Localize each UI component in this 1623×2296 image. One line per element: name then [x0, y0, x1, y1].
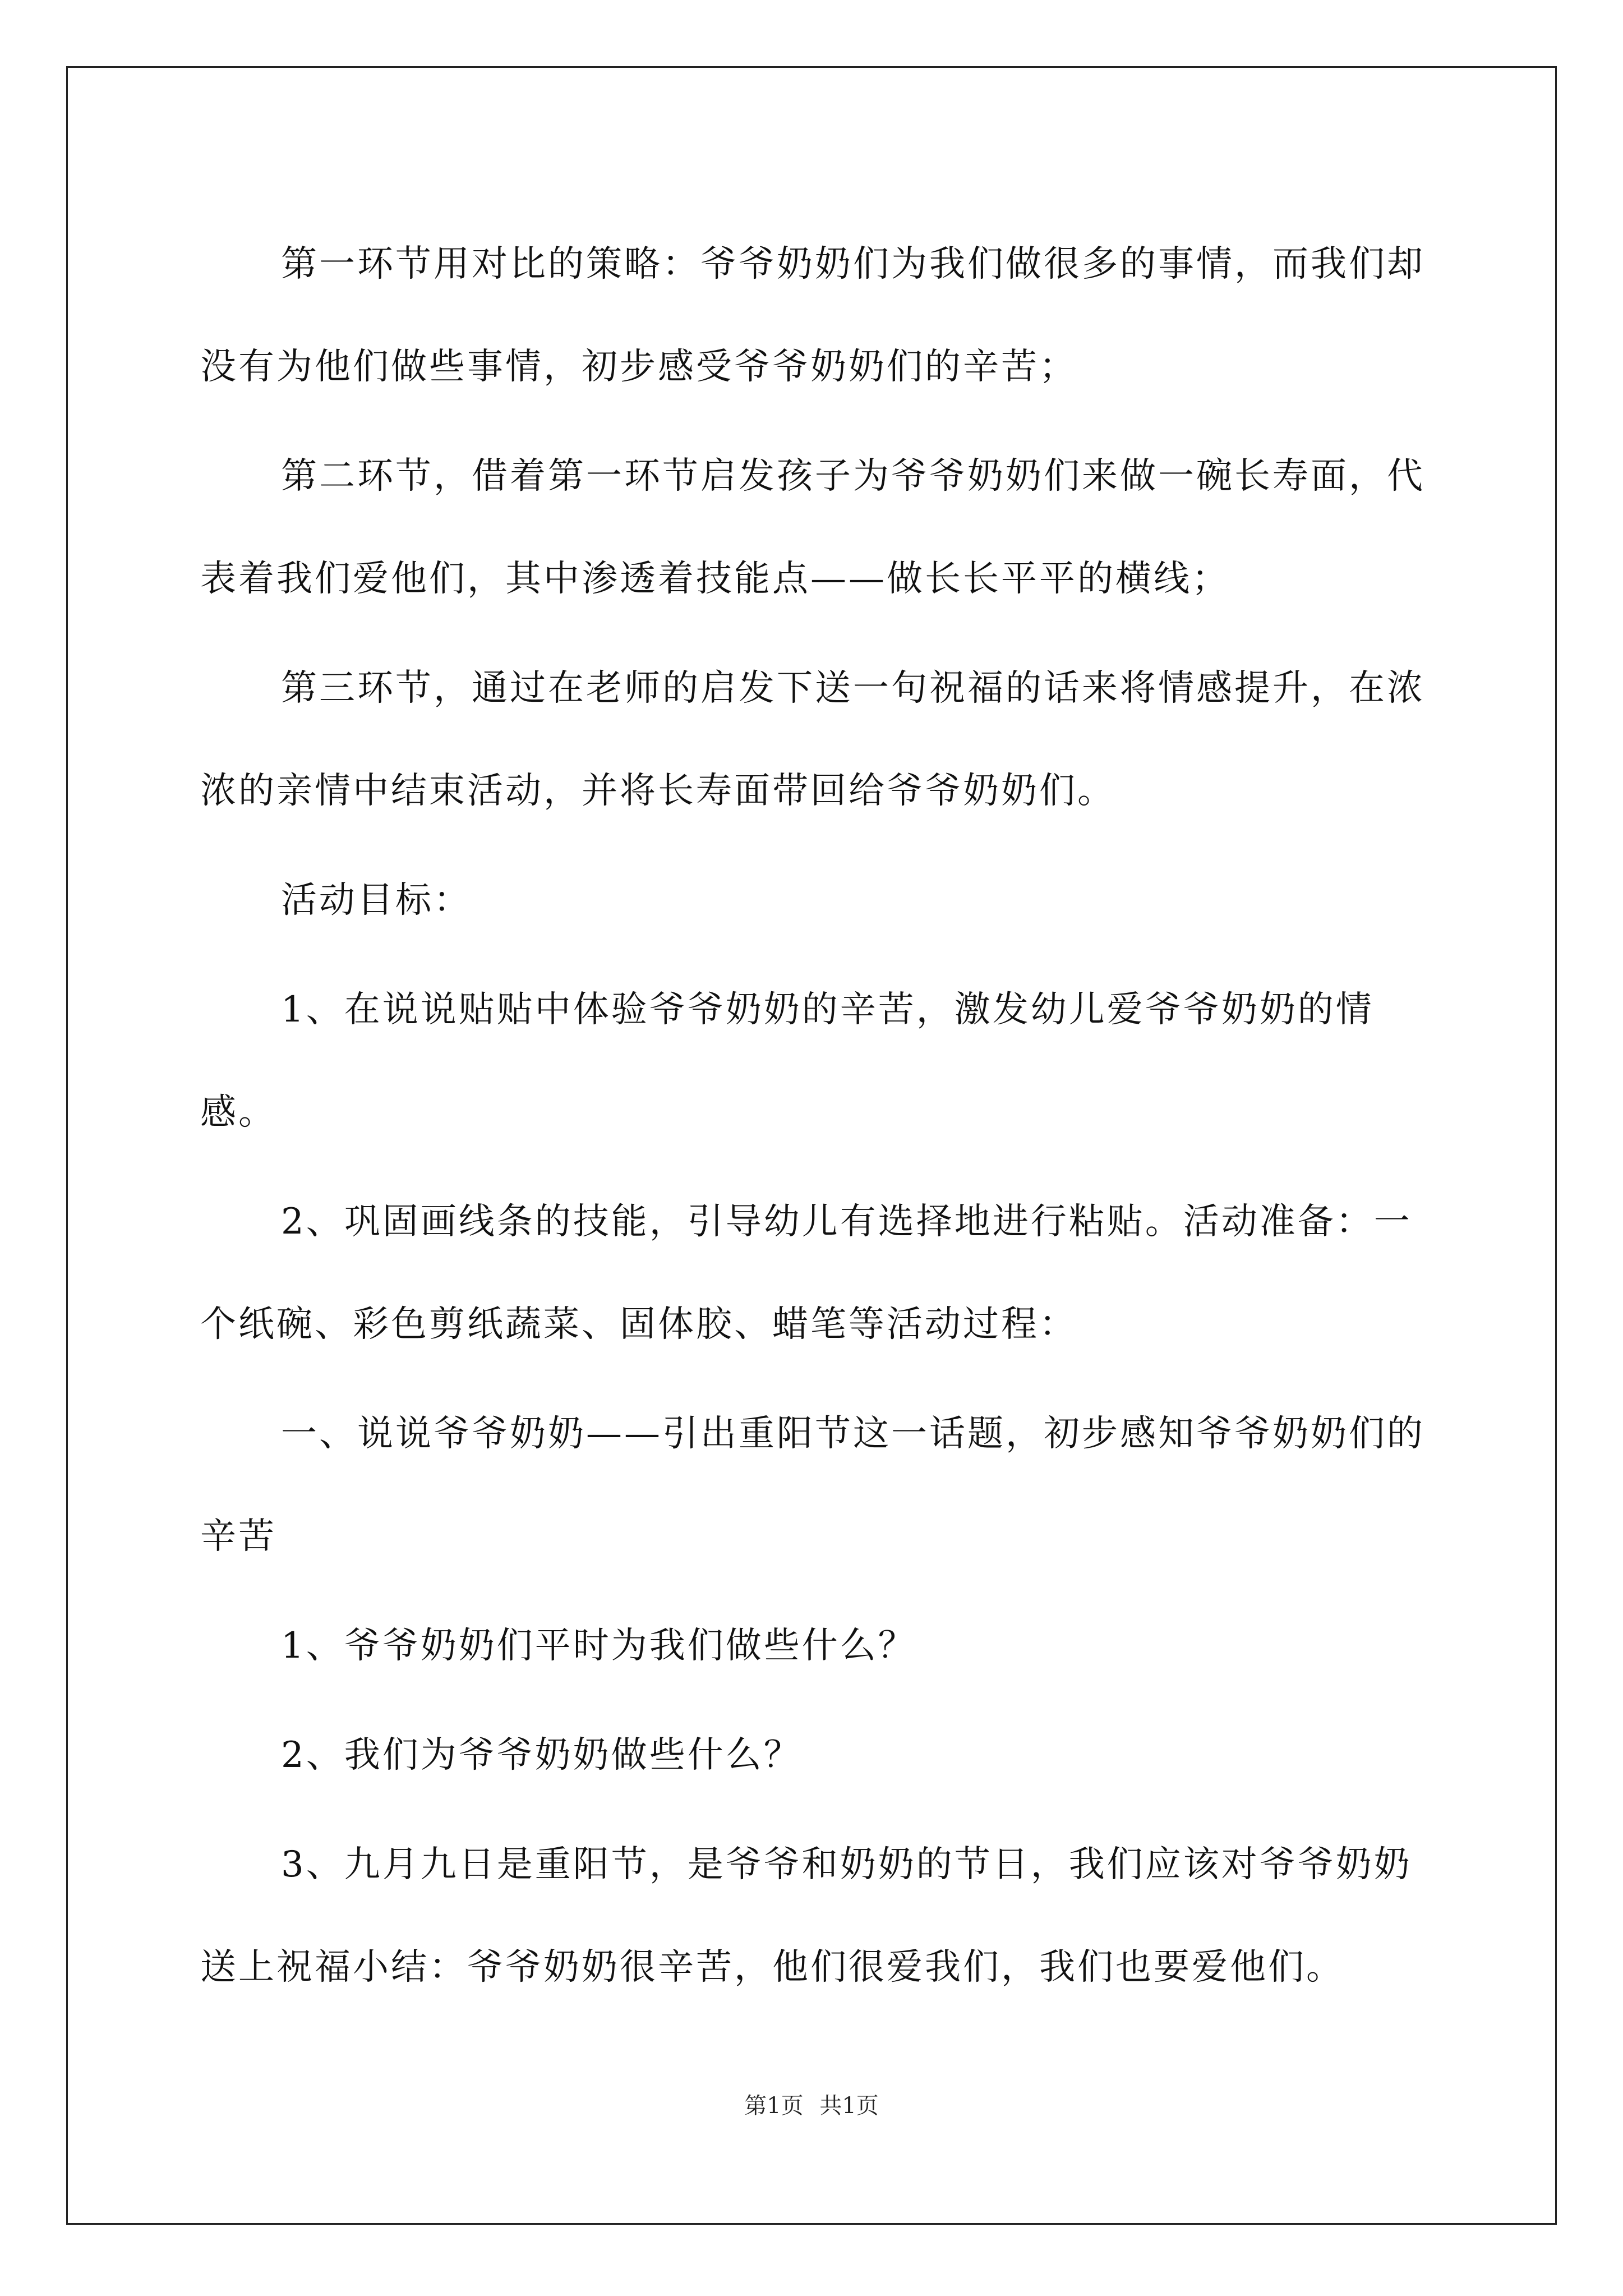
paragraph: 1、在说说贴贴中体验爷爷奶奶的辛苦，激发幼儿爱爷爷奶奶的情感。 — [200, 989, 1374, 1133]
document-body — [200, 213, 1428, 2026]
page-total: 共1页 — [819, 2093, 879, 2119]
paragraph: 2、我们为爷爷奶奶做些什么？ — [281, 1734, 802, 1776]
paragraph: 3、九月九日是重阳节，是爷爷和奶奶的节日，我们应该对爷爷奶奶送上祝福小结：爷爷奶奶很辛苦，他们很爱我们，我们也要爱他们。 — [200, 1844, 1412, 1988]
page-number: 第1页 — [744, 2093, 804, 2119]
paragraph: 第一环节用对比的策略：爷爷奶奶们为我们做很多的事情，而我们却没有为他们做些事情，初步感受爷爷奶奶们的辛苦； — [200, 243, 1425, 388]
paragraph: 第三环节，通过在老师的启发下送一句祝福的话来将情感提升，在浓浓的亲情中结束活动，并将长寿面带回给爷爷奶奶们。 — [200, 668, 1425, 812]
page-footer — [0, 2090, 1623, 2122]
section-heading: 活动目标： — [281, 880, 472, 921]
paragraph: 第二环节，借着第一环节启发孩子为爷爷奶奶们来做一碗长寿面，代表着我们爱他们，其中渗透着技能点——做长长平平的横线； — [200, 455, 1425, 600]
paragraph: 2、巩固画线条的技能，引导幼儿有选择地进行粘贴。活动准备：一个纸碗、彩色剪纸蔬菜、固体胶、蜡笔等活动过程： — [200, 1201, 1412, 1345]
paragraph: 1、爷爷奶奶们平时为我们做些什么？ — [281, 1625, 916, 1667]
paragraph: 一、说说爷爷奶奶——引出重阳节这一话题，初步感知爷爷奶奶们的辛苦 — [200, 1413, 1425, 1557]
